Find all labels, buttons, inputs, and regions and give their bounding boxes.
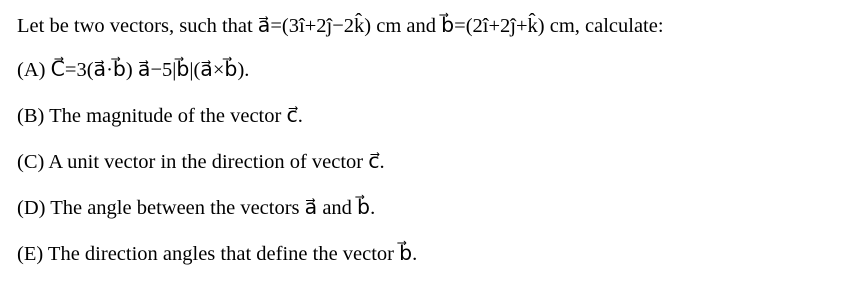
part-d: (D) The angle between the vectors a⃗ and b⃗. [17, 197, 376, 219]
part-b: (B) The magnitude of the vector c⃗. [17, 105, 303, 127]
part-c: (C) A unit vector in the direction of vector c⃗. [17, 151, 385, 173]
problem-statement [17, 14, 837, 266]
problem-intro: Let be two vectors, such that a⃗=(3î+2ĵ−2k̂) cm and b⃗=(2î+2ĵ+k̂) cm, calculate: [17, 15, 664, 37]
part-a: (A) C⃗=3(a⃗·b⃗) a⃗−5|b⃗|(a⃗×b⃗). [17, 59, 250, 81]
part-e: (E) The direction angles that define the vector b⃗. [17, 243, 418, 265]
